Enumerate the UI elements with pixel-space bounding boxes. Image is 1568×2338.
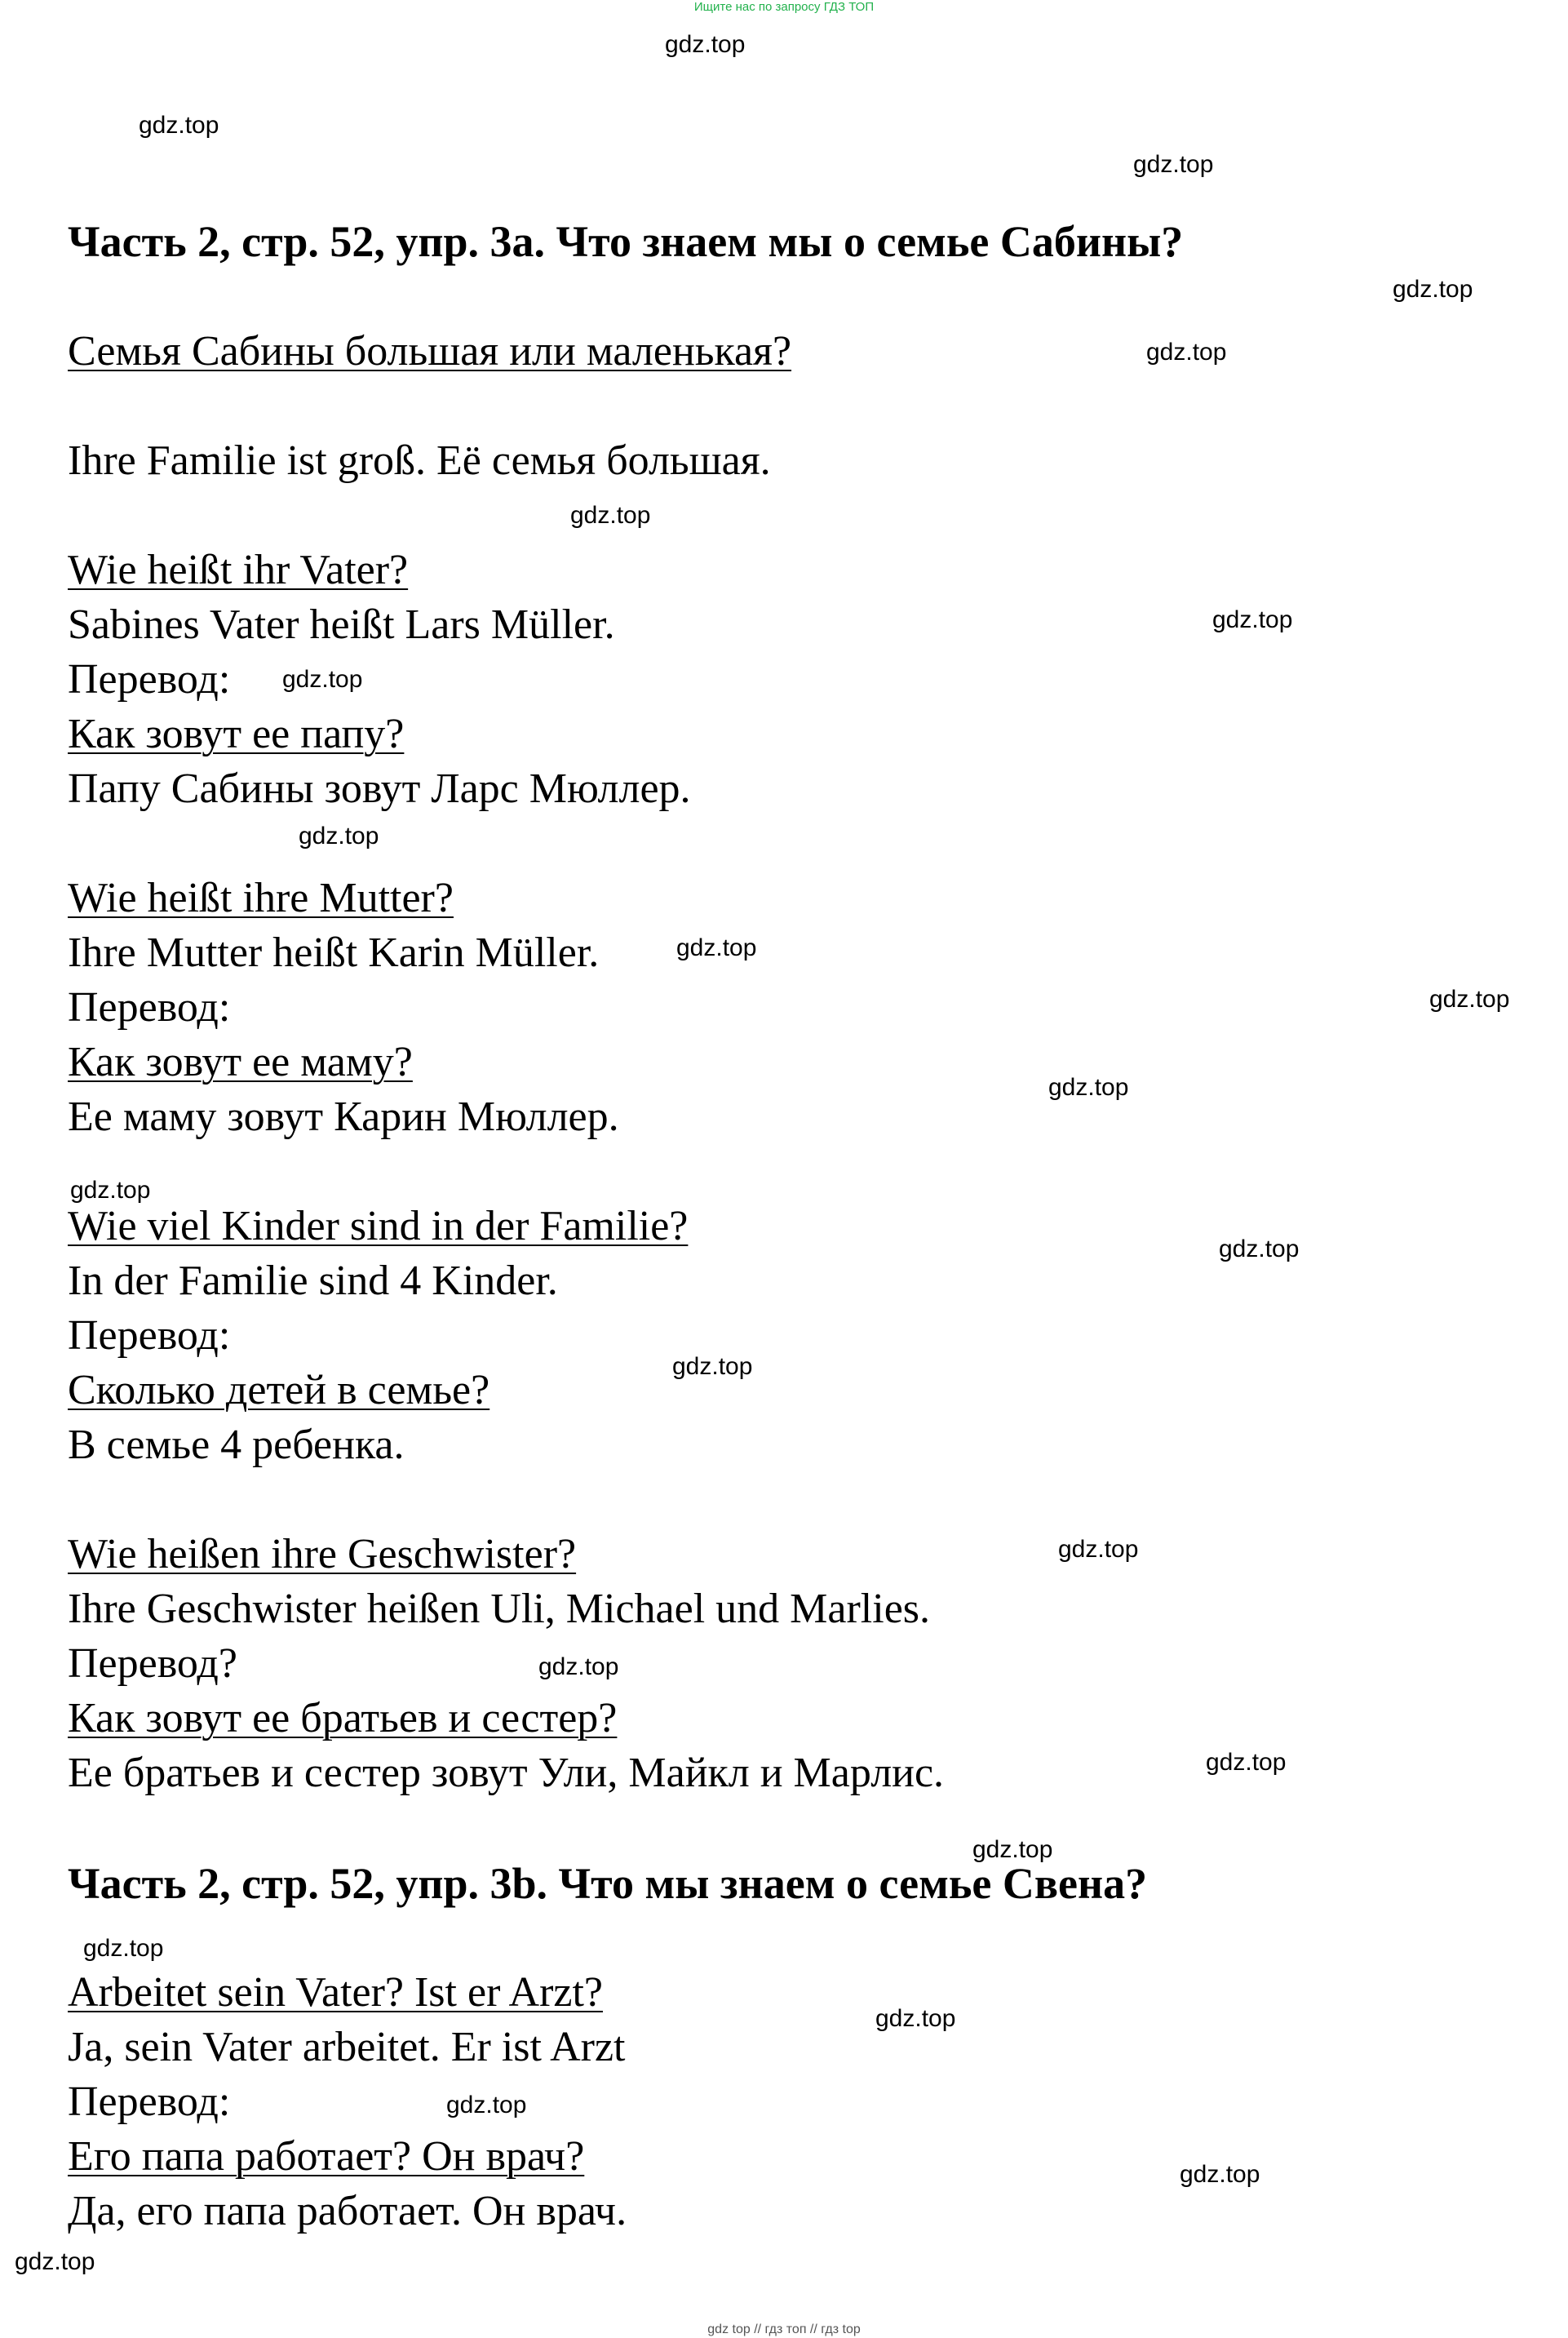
question-ru: Как зовут ее братьев и сестер? xyxy=(68,1695,618,1741)
translation-label: Перевод? xyxy=(68,1640,237,1687)
answer: In der Familie sind 4 Kinder. xyxy=(68,1258,558,1304)
watermark: gdz.top xyxy=(1212,606,1293,633)
watermark: gdz.top xyxy=(665,31,746,58)
watermark: gdz.top xyxy=(570,502,651,529)
watermark: gdz.top xyxy=(676,934,757,961)
answer: Sabines Vater heißt Lars Müller. xyxy=(68,601,615,648)
question: Wie heißen ihre Geschwister? xyxy=(68,1531,577,1577)
watermark: gdz.top xyxy=(875,2005,956,2032)
watermark: gdz.top xyxy=(1180,2161,1260,2188)
bottom-banner: gdz top // гдз топ // гдз top xyxy=(707,2322,861,2336)
answer-ru: Папу Сабины зовут Ларс Мюллер. xyxy=(68,765,691,812)
watermark: gdz.top xyxy=(282,666,363,693)
watermark: gdz.top xyxy=(672,1353,753,1380)
answer-ru: Ее братьев и сестер зовут Ули, Майкл и Марлис. xyxy=(68,1750,945,1796)
watermark: gdz.top xyxy=(299,823,379,850)
watermark: gdz.top xyxy=(446,2092,527,2118)
question-ru: Как зовут ее маму? xyxy=(68,1039,413,1085)
watermark: gdz.top xyxy=(139,112,219,139)
question: Семья Сабины большая или маленькая? xyxy=(68,328,792,375)
question-ru: Сколько детей в семье? xyxy=(68,1367,490,1413)
translation-label: Перевод: xyxy=(68,1312,231,1359)
answer: Ja, sein Vater arbeitet. Er ist Arzt xyxy=(68,2024,626,2070)
watermark: gdz.top xyxy=(70,1177,151,1204)
answer: Ihre Mutter heißt Karin Müller. xyxy=(68,929,600,976)
question: Wie heißt ihr Vater? xyxy=(68,547,409,593)
watermark: gdz.top xyxy=(972,1836,1053,1863)
question: Wie heißt ihre Mutter? xyxy=(68,875,454,921)
translation-label: Перевод: xyxy=(68,656,231,703)
watermark: gdz.top xyxy=(1206,1749,1287,1776)
watermark: gdz.top xyxy=(1133,151,1214,178)
watermark: gdz.top xyxy=(15,2248,95,2275)
question: Arbeitet sein Vater? Ist er Arzt? xyxy=(68,1969,603,2016)
watermark: gdz.top xyxy=(1393,276,1473,303)
watermark: gdz.top xyxy=(1048,1074,1129,1101)
section-b-heading: Часть 2, стр. 52, упр. 3b. Что мы знаем о семье Свена? xyxy=(68,1859,1148,1908)
watermark: gdz.top xyxy=(1146,339,1227,366)
question-ru: Как зовут ее папу? xyxy=(68,711,405,757)
question-ru: Его папа работает? Он врач? xyxy=(68,2133,585,2180)
answer-ru: В семье 4 ребенка. xyxy=(68,1422,405,1468)
watermark: gdz.top xyxy=(1429,986,1510,1013)
watermark: gdz.top xyxy=(83,1935,164,1962)
answer: Ihre Geschwister heißen Uli, Michael und Marlies. xyxy=(68,1586,931,1632)
answer-ru: Да, его папа работает. Он врач. xyxy=(68,2188,627,2234)
translation-label: Перевод: xyxy=(68,2078,231,2125)
top-banner: Ищите нас по запросу ГДЗ ТОП xyxy=(693,0,875,14)
question: Wie viel Kinder sind in der Familie? xyxy=(68,1203,689,1249)
watermark: gdz.top xyxy=(1058,1536,1139,1563)
watermark: gdz.top xyxy=(538,1653,619,1680)
watermark: gdz.top xyxy=(1219,1236,1300,1262)
section-a-heading: Часть 2, стр. 52, упр. 3a. Что знаем мы о семье Сабины? xyxy=(68,217,1184,266)
translation-label: Перевод: xyxy=(68,984,231,1031)
answer-ru: Ее маму зовут Карин Мюллер. xyxy=(68,1094,619,1140)
answer: Ihre Familie ist groß. Её семья большая. xyxy=(68,437,771,484)
